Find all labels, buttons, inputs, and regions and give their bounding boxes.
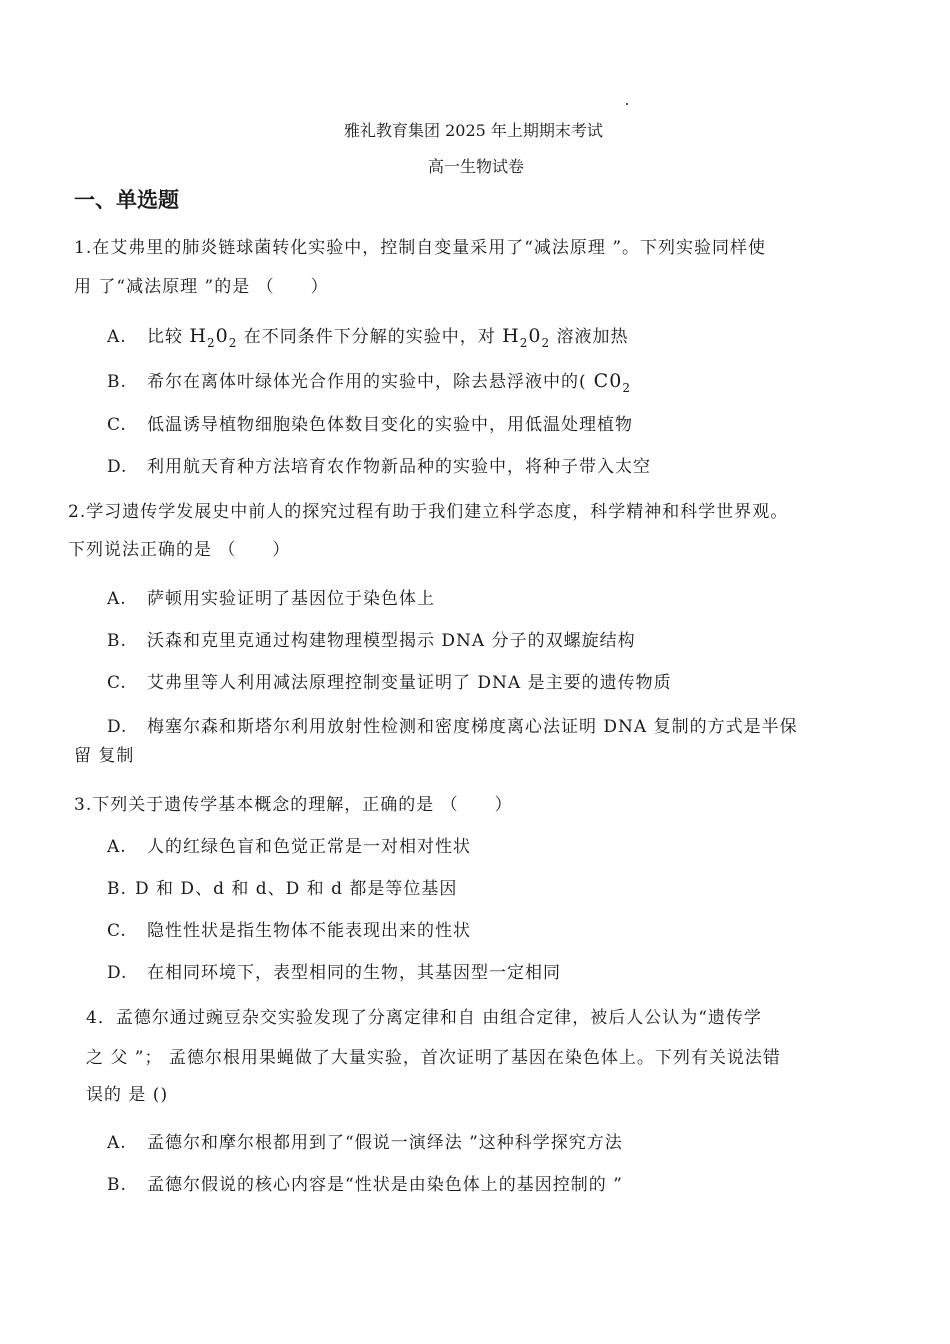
option-label: B. bbox=[107, 1175, 127, 1195]
option-label: B. bbox=[107, 879, 127, 899]
question-3-option-a: A. 人的红绿色盲和色觉正常是一对相对性状 bbox=[107, 837, 471, 857]
question-3-line-1: 3.下列关于遗传学基本概念的理解，正确的是 （ ） bbox=[74, 795, 513, 815]
question-1-line-1: 1.在艾弗里的肺炎链球菌转化实验中，控制自变量采用了“减法原理 ”。下列实验同样使 bbox=[74, 238, 767, 258]
formula-h2o2: $H_20_2$ bbox=[189, 325, 238, 350]
question-4-line-2: 之 父 ”； 孟德尔根用果蝇做了大量实验，首次证明了基因在染色体上。下列有关说法错 bbox=[86, 1048, 781, 1068]
question-1-option-b: B. 希尔在离体叶绿体光合作用的实验中，除去悬浮液中的( $C0_2$ bbox=[107, 370, 631, 395]
question-1-line-2: 用 了“减法原理 ”的是 （ ） bbox=[74, 277, 329, 297]
option-label: A. bbox=[107, 327, 127, 347]
question-3-option-c: C. 隐性性状是指生物体不能表现出来的性状 bbox=[107, 921, 471, 941]
scan-dot bbox=[626, 103, 628, 105]
question-2-option-b: B. 沃森和克里克通过构建物理模型揭示 DNA 分子的双螺旋结构 bbox=[107, 631, 636, 651]
option-label: C. bbox=[107, 921, 127, 941]
question-2-option-d-line-2: 留 复制 bbox=[74, 746, 135, 766]
question-2-line-1: 2.学习遗传学发展史中前人的探究过程有助于我们建立科学态度，科学精神和科学世界观。 bbox=[68, 502, 789, 522]
option-label: D. bbox=[107, 457, 128, 477]
formula-h2o2: $H_20_2$ bbox=[502, 325, 551, 350]
question-3-option-d: D. 在相同环境下，表型相同的生物，其基因型一定相同 bbox=[107, 963, 561, 983]
section-title: 一、单选题 bbox=[74, 188, 179, 212]
question-4-line-3: 误的 是 () bbox=[86, 1085, 169, 1105]
question-3-option-b: B. D 和 D、d 和 d、D 和 d 都是等位基因 bbox=[107, 879, 458, 899]
exam-title: 雅礼教育集团 2025 年上期期末考试 bbox=[344, 121, 603, 140]
exam-subtitle: 高一生物试卷 bbox=[428, 157, 525, 176]
option-label: C. bbox=[107, 673, 127, 693]
question-4-option-a: A. 孟德尔和摩尔根都用到了“假说一演绎法 ”这种科学探究方法 bbox=[107, 1133, 623, 1153]
question-1-option-a: A. 比较 $H_20_2$ 在不同条件下分解的实验中，对 $H_20_2$ 溶液加热 bbox=[107, 325, 629, 350]
question-4-option-b: B. 孟德尔假说的核心内容是“性状是由染色体上的基因控制的 ” bbox=[107, 1175, 623, 1195]
question-1-option-c: C. 低温诱导植物细胞染色体数目变化的实验中，用低温处理植物 bbox=[107, 415, 633, 435]
option-label: B. bbox=[107, 372, 127, 392]
option-label: D. bbox=[107, 717, 128, 737]
question-1-option-d: D. 利用航天育种方法培育农作物新品种的实验中，将种子带入太空 bbox=[107, 457, 651, 477]
option-label: A. bbox=[107, 589, 127, 609]
option-label: A. bbox=[107, 1133, 127, 1153]
option-label: A. bbox=[107, 837, 127, 857]
question-2-line-2: 下列说法正确的是 （ ） bbox=[68, 540, 291, 560]
option-label: B. bbox=[107, 631, 127, 651]
question-2-option-a: A. 萨顿用实验证明了基因位于染色体上 bbox=[107, 589, 435, 609]
option-label: D. bbox=[107, 963, 128, 983]
formula-co2: $C0_2$ bbox=[586, 370, 631, 395]
question-2-option-c: C. 艾弗里等人利用减法原理控制变量证明了 DNA 是主要的遗传物质 bbox=[107, 673, 672, 693]
option-label: C. bbox=[107, 415, 127, 435]
question-4-line-1: 4．孟德尔通过豌豆杂交实验发现了分离定律和自 由组合定律，被后人公认为“遗传学 bbox=[86, 1008, 762, 1028]
question-2-option-d: D. 梅塞尔森和斯塔尔利用放射性检测和密度梯度离心法证明 DNA 复制的方式是半保 bbox=[107, 717, 798, 737]
